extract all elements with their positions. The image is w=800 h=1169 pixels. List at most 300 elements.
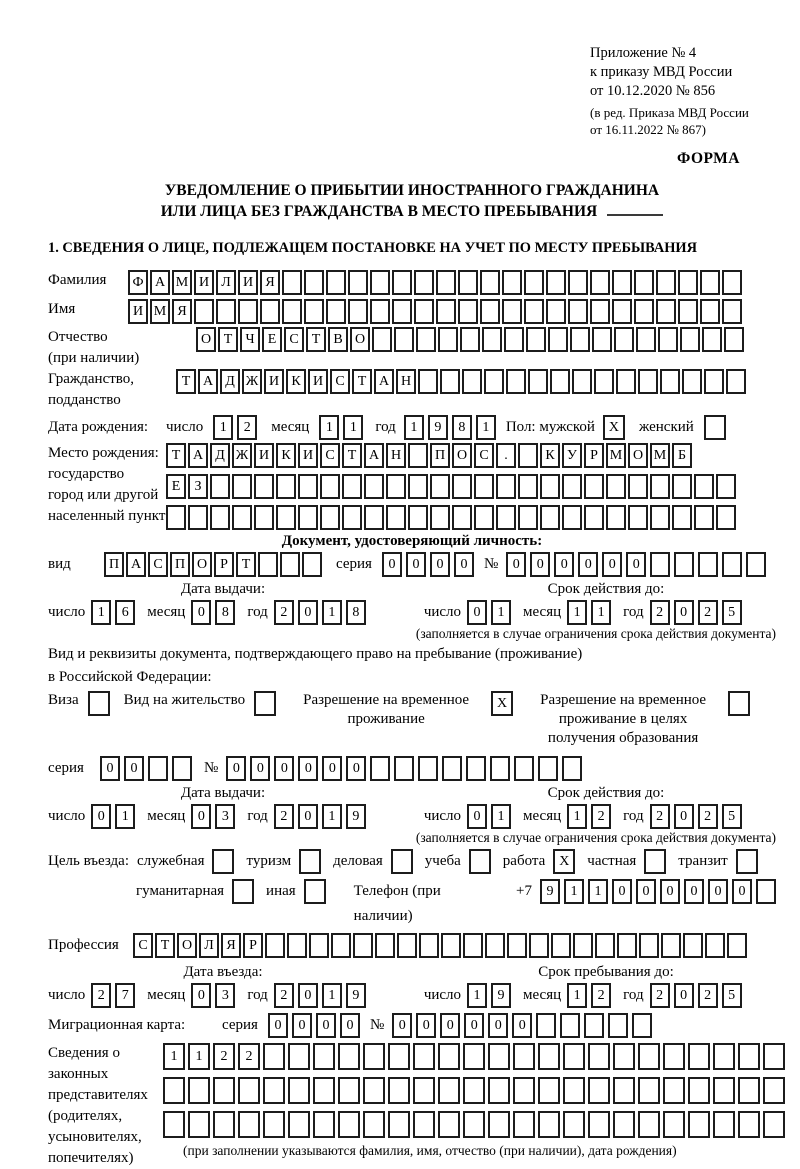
cell: 2: [591, 983, 611, 1008]
purpose-study-checkbox: [469, 849, 491, 874]
cell: [763, 1043, 785, 1070]
cell: Я: [260, 270, 280, 295]
identity-doc-dates: [48, 581, 776, 625]
cell: [634, 299, 654, 324]
cell: 0: [191, 804, 211, 829]
cell: [210, 474, 230, 499]
cell: 0: [292, 1013, 312, 1038]
cell: 2: [237, 415, 257, 440]
cell: О: [628, 443, 648, 468]
cell: М: [150, 299, 170, 324]
cell: [716, 474, 736, 499]
residence-permit-checkbox: [254, 691, 276, 716]
birthplace-cell-rows: [166, 443, 736, 530]
cell: [413, 1111, 435, 1138]
cell: [490, 756, 510, 781]
cell: [386, 505, 406, 530]
cell: Т: [155, 933, 175, 958]
cell: 9: [428, 415, 448, 440]
annex-edit-line: (в ред. Приказа МВД России: [590, 105, 749, 120]
cell: [594, 369, 614, 394]
cell: [550, 369, 570, 394]
cell: 1: [91, 600, 111, 625]
cell: [546, 270, 566, 295]
cell: [562, 474, 582, 499]
month-label: месяц: [271, 419, 310, 435]
cell: [254, 505, 274, 530]
cell: [538, 1111, 560, 1138]
cell: [763, 1077, 785, 1104]
cell: 0: [406, 552, 426, 577]
cell: 1: [491, 804, 511, 829]
cell: [485, 933, 505, 958]
day-label: число: [423, 808, 462, 824]
cell: 0: [454, 552, 474, 577]
cell: 0: [268, 1013, 288, 1038]
cell: Я: [221, 933, 241, 958]
representatives-note: (при заполнении указываются фамилия, имя, отчество (при наличии), дата рождения): [183, 1143, 677, 1158]
cell: [540, 505, 560, 530]
cell: [563, 1077, 585, 1104]
cell: [216, 299, 236, 324]
cell: А: [364, 443, 384, 468]
migration-card-label: Миграционная карта:: [48, 1017, 186, 1033]
cell: Ж: [242, 369, 262, 394]
cell: [438, 1111, 460, 1138]
cell: [213, 1077, 235, 1104]
cell: [263, 1043, 285, 1070]
annex-header: [590, 44, 776, 138]
cell: [590, 270, 610, 295]
cell: [584, 474, 604, 499]
cell: [282, 299, 302, 324]
cell: [436, 270, 456, 295]
stay-day-cells: [467, 983, 511, 1008]
year-label: год: [247, 604, 268, 620]
cell: 0: [732, 879, 752, 904]
cell: [298, 474, 318, 499]
cell: [513, 1077, 535, 1104]
cell: [163, 1077, 185, 1104]
title-blank-underline: [607, 214, 663, 216]
residence-expiry-day-cells: [467, 804, 511, 829]
cell: Т: [218, 327, 238, 352]
cell: 0: [602, 552, 622, 577]
series-label: серия: [48, 760, 84, 776]
cell: [188, 505, 208, 530]
cell: [518, 443, 538, 468]
cell: 1: [567, 983, 587, 1008]
birthplace-cells-line3: [166, 505, 736, 530]
number-label: №: [483, 556, 499, 572]
cell: [688, 1111, 710, 1138]
cell: [442, 756, 462, 781]
cell: [353, 933, 373, 958]
cell: [458, 270, 478, 295]
cell: 1: [591, 600, 611, 625]
valid-until-heading: Срок действия до:: [547, 581, 665, 597]
cell: 0: [392, 1013, 412, 1038]
residence-doc-series-row: [48, 756, 776, 781]
cell: 2: [698, 600, 718, 625]
cell: С: [320, 443, 340, 468]
cell: 2: [650, 804, 670, 829]
cell: [392, 299, 412, 324]
residence-issue-day-cells: [91, 804, 135, 829]
cell: 2: [698, 983, 718, 1008]
cell: А: [150, 270, 170, 295]
cell: 1: [163, 1043, 185, 1070]
cell: [326, 270, 346, 295]
cell: 1: [404, 415, 424, 440]
cell: [288, 1043, 310, 1070]
cell: [702, 327, 722, 352]
cell: Н: [396, 369, 416, 394]
expiry-month-cells: [567, 600, 611, 625]
birthplace-label: Место рождения: государство город или другой населенный пункт: [48, 445, 166, 524]
cell: [746, 552, 766, 577]
year-label: год: [247, 987, 268, 1003]
cell: [288, 1111, 310, 1138]
cell: [263, 1111, 285, 1138]
cell: Т: [352, 369, 372, 394]
cell: 0: [626, 552, 646, 577]
cell: [588, 1077, 610, 1104]
month-label: месяц: [147, 808, 186, 824]
month-label: месяц: [523, 604, 562, 620]
birthplace-cells-line2: [166, 474, 736, 499]
cell: [258, 552, 278, 577]
cell: [538, 1077, 560, 1104]
cell: О: [177, 933, 197, 958]
cell: [722, 270, 742, 295]
cell: [260, 299, 280, 324]
cell: [488, 1043, 510, 1070]
cell: [688, 1043, 710, 1070]
cell: О: [452, 443, 472, 468]
purpose-transit-checkbox: [736, 849, 758, 874]
cell: [694, 474, 714, 499]
cell: С: [474, 443, 494, 468]
cell: [304, 299, 324, 324]
cell: [513, 1043, 535, 1070]
cell: 0: [512, 1013, 532, 1038]
cell: [638, 369, 658, 394]
cell: К: [540, 443, 560, 468]
cell: [518, 474, 538, 499]
cell: [606, 505, 626, 530]
cell: 0: [340, 1013, 360, 1038]
cell: 0: [316, 1013, 336, 1038]
month-label: месяц: [147, 987, 186, 1003]
representatives-cells-line2: [163, 1077, 785, 1104]
cell: [320, 505, 340, 530]
residence-issue-group: [48, 804, 378, 829]
doc-type-cells: [104, 552, 322, 577]
temp-residence-education-checkbox: [728, 691, 750, 716]
forma-label: ФОРМА: [676, 150, 740, 167]
cell: О: [196, 327, 216, 352]
cell: [304, 270, 324, 295]
cell: 1: [588, 879, 608, 904]
cell: [320, 474, 340, 499]
cell: [548, 327, 568, 352]
cell: [608, 1013, 628, 1038]
cell: 8: [215, 600, 235, 625]
cell: Р: [584, 443, 604, 468]
cell: 1: [319, 415, 339, 440]
cell: [238, 1077, 260, 1104]
cell: 6: [115, 600, 135, 625]
option-visa: Виза: [48, 691, 110, 716]
cell: 7: [115, 983, 135, 1008]
cell: [413, 1043, 435, 1070]
cell: [606, 474, 626, 499]
cell: [536, 1013, 556, 1038]
annex-edit-line: от 16.11.2022 № 867): [590, 122, 707, 137]
cell: [716, 505, 736, 530]
residence-doc-dates: [48, 785, 776, 829]
cell: 1: [476, 415, 496, 440]
annex-line: от 10.12.2020 № 856: [590, 83, 716, 99]
cell: [656, 299, 676, 324]
cell: 0: [506, 552, 526, 577]
cell: [738, 1077, 760, 1104]
day-label: число: [48, 987, 86, 1003]
cell: [524, 270, 544, 295]
cell: С: [148, 552, 168, 577]
cell: [518, 505, 538, 530]
cell: [763, 1111, 785, 1138]
entry-day-cells: [91, 983, 135, 1008]
cell: 9: [346, 804, 366, 829]
cell: [551, 933, 571, 958]
cell: 3: [215, 804, 235, 829]
cell: 0: [674, 983, 694, 1008]
cell: [722, 299, 742, 324]
form-title-line1: УВЕДОМЛЕНИЕ О ПРИБЫТИИ ИНОСТРАННОГО ГРАЖДАНИНА: [164, 182, 660, 199]
cell: 2: [238, 1043, 260, 1070]
cell: 0: [467, 600, 487, 625]
cell: [363, 1043, 385, 1070]
expiry-year-cells: [650, 600, 742, 625]
cell: [364, 474, 384, 499]
cell: Б: [672, 443, 692, 468]
cell: [705, 933, 725, 958]
cell: [724, 327, 744, 352]
migration-series-cells: [268, 1013, 360, 1038]
cell: [562, 505, 582, 530]
cell: [656, 270, 676, 295]
cell: [568, 270, 588, 295]
cell: [213, 1111, 235, 1138]
cell: [584, 505, 604, 530]
cell: 1: [322, 983, 342, 1008]
cell: [338, 1077, 360, 1104]
cell: Е: [262, 327, 282, 352]
issue-year-cells: [274, 600, 366, 625]
entry-month-cells: [191, 983, 235, 1008]
cell: [238, 299, 258, 324]
cell: [436, 299, 456, 324]
representatives-row: [48, 1043, 776, 1169]
cell: [280, 552, 300, 577]
issue-date-heading: Дата выдачи:: [180, 785, 266, 801]
cell: М: [650, 443, 670, 468]
surname-cells: [128, 270, 742, 295]
cell: [342, 474, 362, 499]
cell: 9: [491, 983, 511, 1008]
cell: А: [126, 552, 146, 577]
cell: И: [308, 369, 328, 394]
option-temp-residence: Разрешение на временное проживание X: [290, 691, 513, 729]
cell: [282, 270, 302, 295]
cell: [338, 1043, 360, 1070]
cell: [388, 1043, 410, 1070]
cell: [634, 270, 654, 295]
cell: 0: [464, 1013, 484, 1038]
cell: У: [562, 443, 582, 468]
phone-label: Телефон (при наличии): [353, 883, 441, 924]
cell: М: [172, 270, 192, 295]
cell: [727, 933, 747, 958]
cell: [700, 299, 720, 324]
annex-line: Приложение № 4: [590, 45, 697, 61]
sex-female-label: женский: [638, 419, 694, 435]
stay-month-cells: [567, 983, 611, 1008]
cell: П: [430, 443, 450, 468]
name-row: [48, 299, 776, 324]
cell: [348, 270, 368, 295]
cell: [650, 505, 670, 530]
cell: [430, 505, 450, 530]
cell: И: [238, 270, 258, 295]
cell: [388, 1077, 410, 1104]
cell: [713, 1043, 735, 1070]
cell: 0: [382, 552, 402, 577]
cell: [680, 327, 700, 352]
residence-issue-month-cells: [191, 804, 235, 829]
cell: Т: [166, 443, 186, 468]
residence-number-cells: [226, 756, 582, 781]
cell: [713, 1111, 735, 1138]
representatives-cell-rows: [163, 1043, 785, 1159]
cell: [540, 474, 560, 499]
cell: [592, 327, 612, 352]
cell: [700, 270, 720, 295]
cell: [309, 933, 329, 958]
cell: [726, 369, 746, 394]
residence-expiry-year-cells: [650, 804, 742, 829]
cell: [263, 1077, 285, 1104]
cell: [480, 299, 500, 324]
cell: [418, 756, 438, 781]
cell: [210, 505, 230, 530]
birth-year-cells: [404, 415, 496, 440]
series-label: серия: [222, 1017, 258, 1033]
cell: 9: [346, 983, 366, 1008]
sex-male-label: Пол: мужской: [505, 419, 595, 435]
cell: [632, 1013, 652, 1038]
cell: [394, 327, 414, 352]
cell: 0: [530, 552, 550, 577]
cell: 2: [91, 983, 111, 1008]
issue-month-cells: [191, 600, 235, 625]
cell: 0: [322, 756, 342, 781]
citizenship-cells: [176, 369, 746, 394]
cell: [616, 369, 636, 394]
purpose-other-checkbox: [304, 879, 326, 904]
cell: Л: [199, 933, 219, 958]
cell: [348, 299, 368, 324]
cell: [460, 327, 480, 352]
cell: [372, 327, 392, 352]
cell: 1: [213, 415, 233, 440]
doc-series-cells: [382, 552, 474, 577]
month-label: месяц: [523, 987, 562, 1003]
option-residence-permit: Вид на жительство: [124, 691, 276, 716]
cell: О: [350, 327, 370, 352]
residence-doc-note: (заполняется в случае ограничения срока действия документа): [415, 830, 776, 845]
purpose-humanitarian-checkbox: [232, 879, 254, 904]
cell: А: [188, 443, 208, 468]
issue-date-group: [48, 600, 378, 625]
cell: [474, 505, 494, 530]
cell: [502, 299, 522, 324]
cell: 2: [274, 804, 294, 829]
cell: [496, 474, 516, 499]
residence-issue-year-cells: [274, 804, 366, 829]
cell: [538, 756, 558, 781]
entry-year-cells: [274, 983, 366, 1008]
birthdate-row: [48, 415, 776, 440]
cell: [506, 369, 526, 394]
cell: 9: [540, 879, 560, 904]
identity-doc-row: [48, 552, 776, 577]
cell: 0: [467, 804, 487, 829]
cell: [438, 1077, 460, 1104]
cell: [388, 1111, 410, 1138]
cell: [613, 1111, 635, 1138]
cell: Т: [236, 552, 256, 577]
cell: [302, 552, 322, 577]
cell: [682, 369, 702, 394]
cell: [414, 270, 434, 295]
cell: 2: [274, 600, 294, 625]
doc-number-cells: [506, 552, 766, 577]
cell: Т: [176, 369, 196, 394]
form-title-line2: ИЛИ ЛИЦА БЕЗ ГРАЖДАНСТВА В МЕСТО ПРЕБЫВАНИЯ: [48, 201, 776, 222]
cell: 2: [213, 1043, 235, 1070]
month-label: месяц: [523, 808, 562, 824]
cell: 0: [274, 756, 294, 781]
purpose-row2: гуманитарная иная Телефон (при наличии) +7 9 1 1 0 0 0 0 0 0: [136, 879, 776, 929]
valid-until-heading: Срок действия до:: [547, 785, 665, 801]
cell: [166, 505, 186, 530]
cell: [672, 474, 692, 499]
cell: Т: [342, 443, 362, 468]
cell: [364, 505, 384, 530]
cell: 0: [660, 879, 680, 904]
phone-cells: [540, 879, 776, 904]
cell: [463, 1043, 485, 1070]
cell: [488, 1111, 510, 1138]
cell: 1: [343, 415, 363, 440]
sex-male-checkbox: X: [603, 415, 625, 440]
month-label: месяц: [147, 604, 186, 620]
section1-heading: 1. СВЕДЕНИЯ О ЛИЦЕ, ПОДЛЕЖАЩЕМ ПОСТАНОВКЕ НА УЧЕТ ПО МЕСТУ ПРЕБЫВАНИЯ: [48, 240, 697, 256]
cell: 1: [491, 600, 511, 625]
